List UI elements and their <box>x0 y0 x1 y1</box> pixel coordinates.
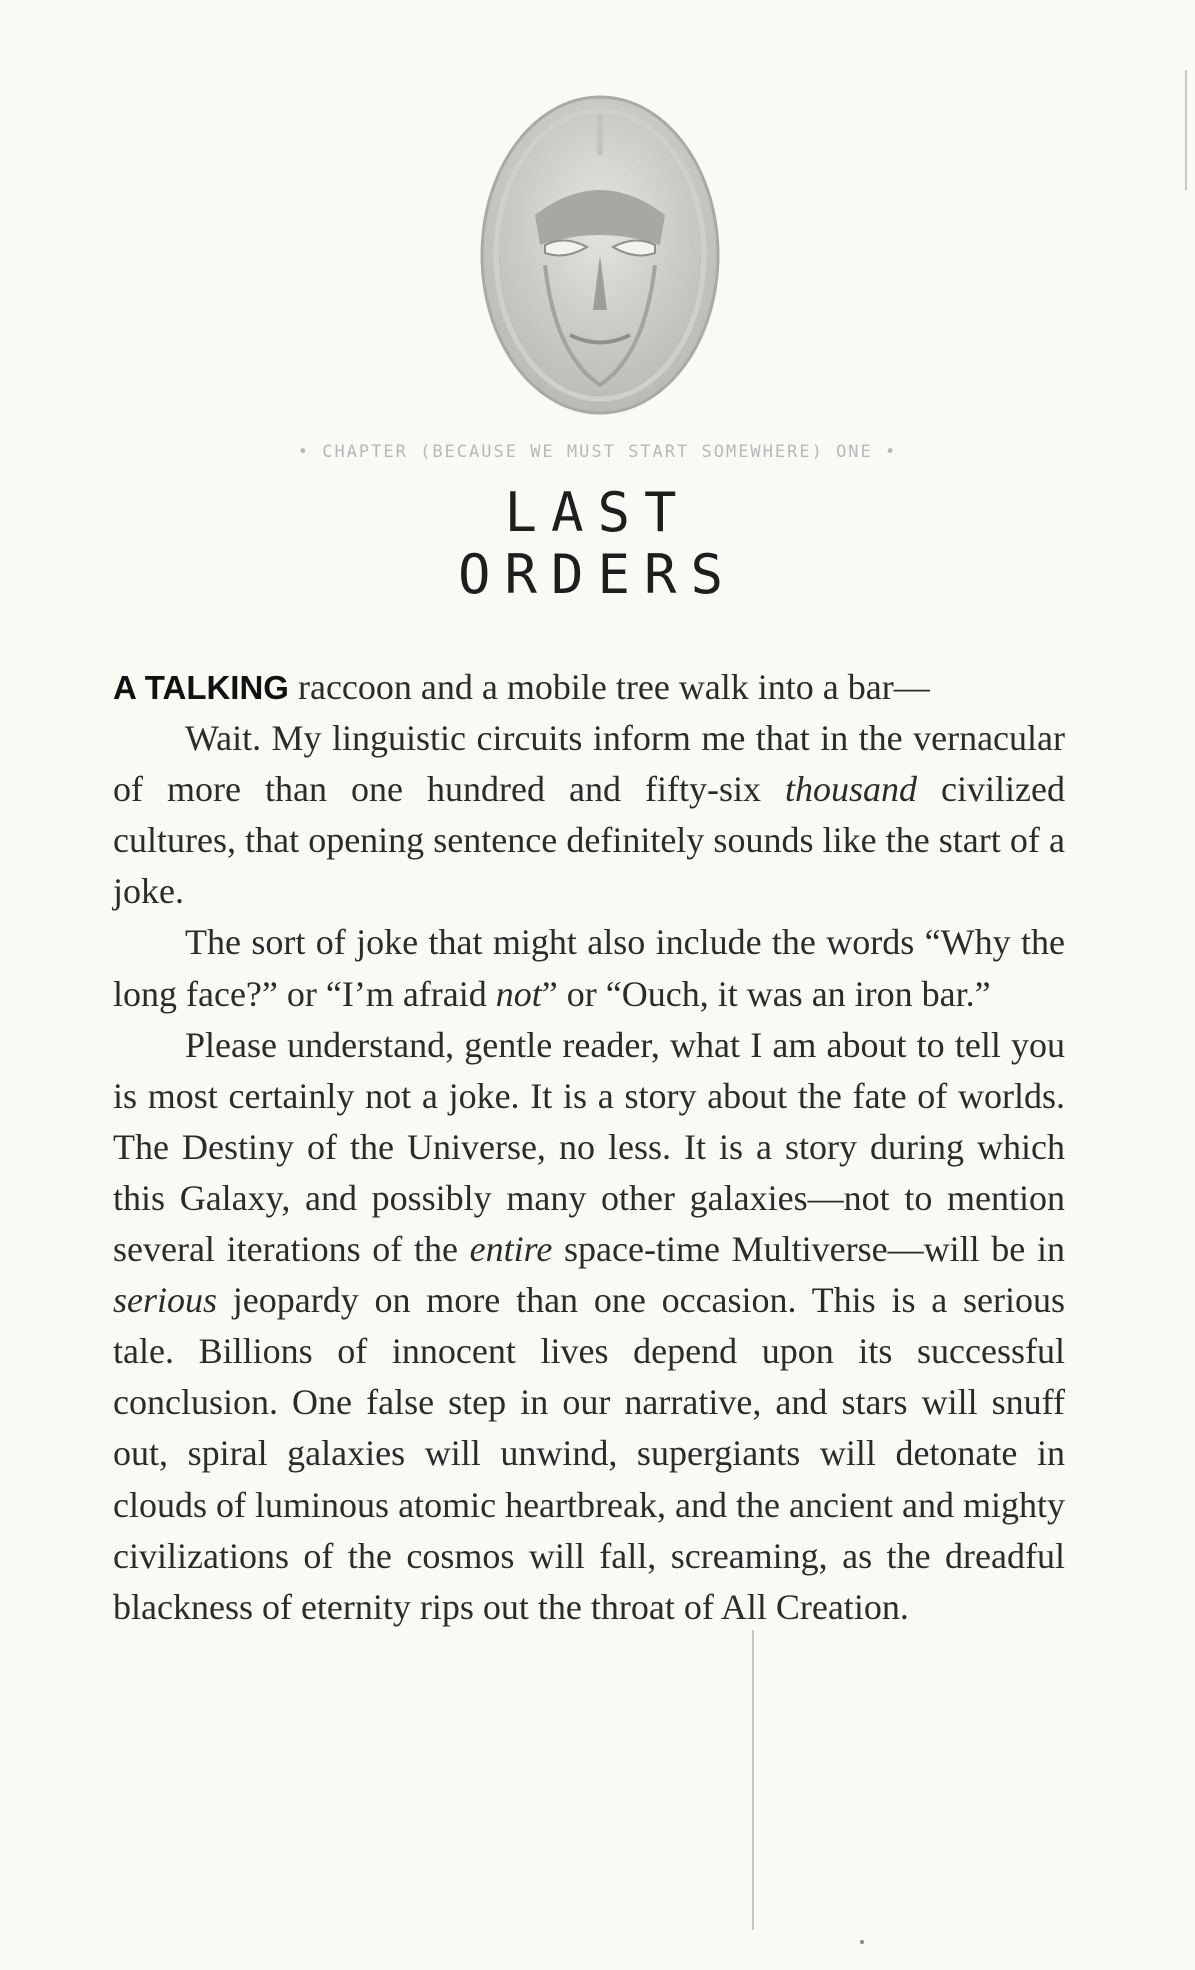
chapter-title-line-1: LAST <box>504 481 691 544</box>
paragraph-2-text-a: Wait. My linguistic circuits inform me that in the vernacular of more than one hundred and fifty-six <box>113 718 1065 810</box>
scan-artifact-line <box>752 1630 754 1930</box>
chapter-label: • CHAPTER (BECAUSE WE MUST START SOMEWHERE) ONE • <box>297 442 898 462</box>
chapter-body <box>113 662 1065 1633</box>
paragraph-3 <box>113 917 1065 1019</box>
chapter-title-line-2: ORDERS <box>457 543 738 606</box>
paragraph-4-emphasis-1: entire <box>469 1229 553 1270</box>
paragraph-4-text-b: space-time Multiverse—will be in <box>552 1229 1065 1270</box>
paragraph-3-text-b: ” or “Ouch, it was an iron bar.” <box>541 973 991 1014</box>
paragraph-4 <box>113 1020 1065 1633</box>
paragraph-4-text-c: jeopardy on more than one occasion. This is a serious tale. Billions of innocent lives depend upon its successful conclusion. One false step in our narrative, and stars will snuff out, spiral galaxies will unwind, supergiants will detonate in clouds of luminous atomic heartbreak, and the ancient and mighty civilizations of the cosmos will fall, screaming, as the dreadful blackness of eternity rips out the throat of All Creation. <box>113 1280 1065 1627</box>
paragraph-3-emphasis: not <box>495 973 542 1014</box>
paragraph-4-text-a: Please understand, gentle reader, what I am about to tell you is most certainly not a joke. It is a story about the fate of worlds. The Destiny of the Universe, no less. It is a story during which this Galaxy, and possibly many other galaxies—not to mention several iterations of the <box>113 1024 1065 1270</box>
paragraph-3-text-a: The sort of joke that might also include the words “Why the long face?” or “I’m afraid <box>113 922 1065 1014</box>
scan-artifact-dot <box>860 1940 864 1944</box>
paragraph-2-text-b: civilized cultures, that opening sentence definitely sounds like the start of a joke. <box>113 769 1065 912</box>
paragraph-4-emphasis-2: serious <box>113 1280 218 1321</box>
paragraph-2-emphasis: thousand <box>785 769 918 810</box>
paragraph-1 <box>113 662 1065 713</box>
lead-in: A TALKING <box>113 669 289 706</box>
paragraph-2 <box>113 713 1065 917</box>
robot-head-icon <box>475 95 725 425</box>
chapter-title <box>0 482 1195 606</box>
scan-artifact-line <box>1185 70 1187 190</box>
paragraph-1-text: raccoon and a mobile tree walk into a bar— <box>288 667 930 707</box>
